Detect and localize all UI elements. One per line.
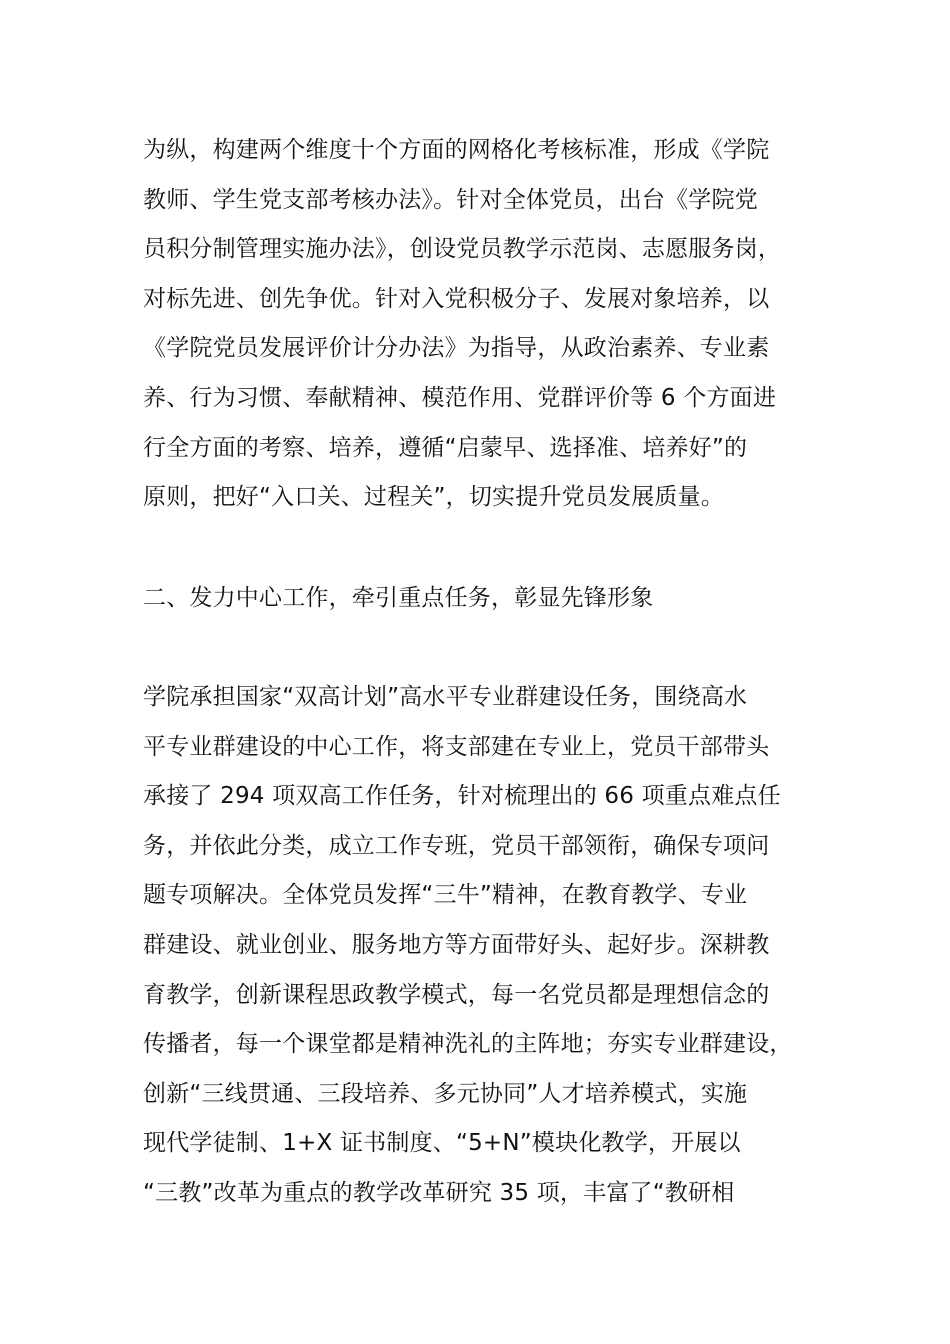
text-line: “三教”改革为重点的教学改革研究 35 项，丰富了“教研相 <box>143 1179 735 1206</box>
text-line: 创新“三线贯通、三段培养、多元协同”人才培养模式，实施 <box>143 1080 748 1107</box>
text-line: 为纵，构建两个维度十个方面的网格化考核标准，形成《学院 <box>143 137 770 163</box>
paragraph-assessment <box>143 126 808 523</box>
text-line: 承接了 294 项双高工作任务，针对梳理出的 66 项重点难点任 <box>143 783 781 810</box>
text-line: 育教学，创新课程思政教学模式，每一名党员都是理想信念的 <box>143 981 770 1008</box>
text-line: 《学院党员发展评价计分办法》为指导，从政治素养、专业素 <box>143 335 770 362</box>
text-line: 员积分制管理实施办法》，创设党员教学示范岗、志愿服务岗， <box>143 236 782 263</box>
text-line: 群建设、就业创业、服务地方等方面带好头、起好步。深耕教 <box>143 931 770 958</box>
section-heading <box>143 574 808 624</box>
text-line: 现代学徒制、1+X 证书制度、“5+N”模块化教学，开展以 <box>143 1130 741 1157</box>
section-heading-text: 二、发力中心工作，牵引重点任务，彰显先锋形象 <box>143 585 654 611</box>
text-line: 原则，把好“入口关、过程关”，切实提升党员发展质量。 <box>143 484 725 511</box>
text-line: 教师、学生党支部考核办法》。针对全体党员，出台《学院党 <box>143 186 758 213</box>
text-line: 学院承担国家“双高计划”高水平专业群建设任务，围绕高水 <box>143 684 748 710</box>
text-line: 传播者，每一个课堂都是精神洗礼的主阵地；夯实专业群建设， <box>143 1031 793 1058</box>
text-line: 平专业群建设的中心工作，将支部建在专业上，党员干部带头 <box>143 733 770 760</box>
text-line: 对标先进、创先争优。针对入党积极分子、发展对象培养，以 <box>143 285 770 312</box>
text-line: 题专项解决。全体党员发挥“三牛”精神，在教育教学、专业 <box>143 882 748 909</box>
text-line: 养、行为习惯、奉献精神、模范作用、党群评价等 6 个方面进 <box>143 384 777 411</box>
text-line: 行全方面的考察、培养，遵循“启蒙早、选择准、培养好”的 <box>143 434 748 461</box>
paragraph-central-work <box>143 673 808 1219</box>
text-line: 务，并依此分类，成立工作专班，党员干部领衔，确保专项问 <box>143 832 770 859</box>
